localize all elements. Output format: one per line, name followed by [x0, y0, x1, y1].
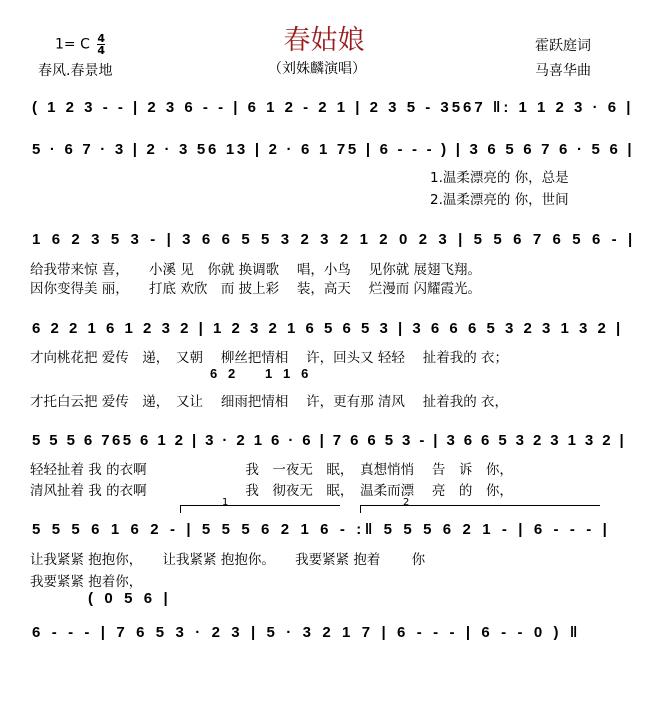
notation-row-7: 6 - - - | 7 6 5 3 · 2 3 | 5 · 3 2 1 7 | 6 - - - | 6 - - 0 ) ‖: [32, 624, 581, 641]
volta-2-label: 2: [403, 497, 410, 508]
song-title: 春姑娘: [283, 25, 365, 56]
lyric-row-3-verse-2: 因你变得美 丽， 打底 欢欣 而 披上彩 装，高天 烂漫而 闪耀霞光。: [30, 281, 481, 297]
volta-2-bracket: [360, 505, 600, 506]
key-time-signature: [55, 33, 105, 56]
alt-notes-verse-2-b: 1 1 6: [265, 366, 312, 381]
lyric-row-6-verse-1: 让我紧紧 抱抱你， 让我紧紧 抱抱你。 我要紧紧 抱着 你: [30, 552, 426, 568]
volta-1-label: 1: [222, 497, 229, 508]
lyricist-credit: 霍跃庭词: [535, 38, 591, 54]
lyric-row-5-verse-1: 轻轻扯着 我 的衣啊 我 一夜无 眠， 真想悄悄 告 诉 你，: [30, 462, 513, 478]
singer-credit: （刘姝麟演唱）: [268, 61, 366, 77]
notation-row-2: 5 · 6 7 · 3 | 2 · 3 56 13 | 2 · 6 1 75 | 6 - - - ) | 3 6 5 6 7 6 · 5 6 |: [32, 141, 635, 158]
composer-credit: 马喜华曲: [535, 63, 591, 79]
verse-1-pickup-lyric: 1.温柔漂亮的 你，总是: [430, 170, 569, 186]
time-signature-bottom: 4: [97, 44, 105, 57]
album-name: 春风.春景地: [38, 63, 113, 79]
lyric-row-4-verse-2: 才托白云把 爱传 递， 又让 细雨把情相 许，更有那 清风 扯着我的 衣，: [30, 394, 508, 410]
lyric-row-6-verse-2: 我要紧紧 抱着你，: [30, 574, 143, 590]
key-signature: 1= C: [55, 36, 90, 53]
lyric-row-3-verse-1: 给我带来惊 喜， 小溪 见 你就 换调歌 唱，小鸟 见你就 展翅飞翔。: [30, 262, 481, 278]
verse-2-pickup-lyric: 2.温柔漂亮的 你，世间: [430, 192, 569, 208]
lyric-row-5-verse-2: 清风扯着 我 的衣啊 我 彻夜无 眠， 温柔而漂 亮 的 你，: [30, 483, 513, 499]
volta-1-bracket-left: [180, 505, 181, 513]
pickup-notes: ( 0 5 6 |: [88, 590, 172, 607]
notation-row-1: ( 1 2 3 - - | 2 3 6 - - | 6 1 2 - 2 1 | 2 3 5 - 3567 ‖: 1 1 2 3 · 6 |: [32, 99, 634, 116]
notation-row-3: 1 6 2 3 5 3 - | 3 6 6 5 5 3 2 3 2 1 2 0 2 3 | 5 5 6 7 6 5 6 - |: [32, 231, 636, 248]
alt-notes-verse-2-a: 6 2: [210, 366, 239, 381]
notation-row-6: 5 5 5 6 1 6 2 - | 5 5 5 6 2 1 6 - :‖ 5 5 5 6 2 1 - | 6 - - - |: [32, 521, 611, 538]
notation-row-4: 6 2 2 1 6 1 2 3 2 | 1 2 3 2 1 6 5 6 5 3 | 3 6 6 6 5 3 2 3 1 3 2 |: [32, 320, 624, 337]
notation-row-5: 5 5 5 6 765 6 1 2 | 3 · 2 1 6 · 6 | 7 6 6 5 3 - | 3 6 6 5 3 2 3 1 3 2 |: [32, 432, 627, 449]
volta-1-bracket: [180, 505, 340, 506]
volta-2-bracket-left: [360, 505, 361, 513]
time-signature-top: 4: [97, 32, 105, 45]
time-signature: [97, 33, 105, 56]
lyric-row-4-verse-1: 才向桃花把 爱传 递， 又朝 柳丝把情相 许，回头又 轻轻 扯着我的 衣；: [30, 350, 508, 366]
